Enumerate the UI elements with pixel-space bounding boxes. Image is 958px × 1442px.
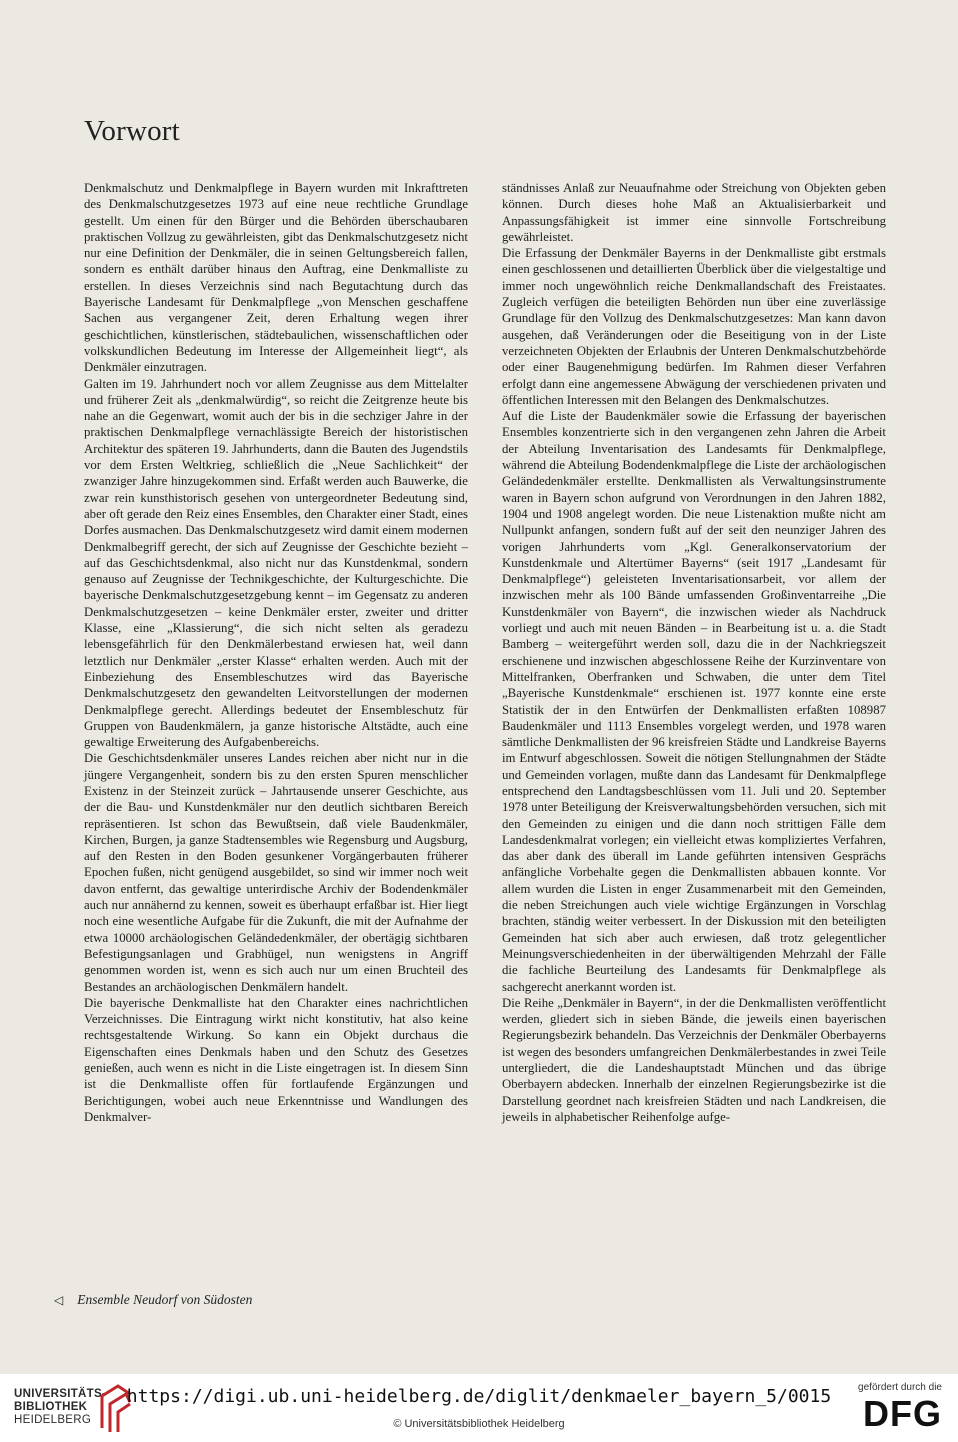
- paragraph: Auf die Liste der Baudenkmäler sowie die Erfassung der bayerischen Ensembles konzentrierte sich in den vergangenen zehn Jahren die Arbeit der Abteilung Inventarisation des Landesamts für Denkmalpflege, während die Abteilung Bodendenkmalpflege die Liste der archäologischen Geländedenkmäler erstellte. Denkmallisten als Verwaltungsinstrumente waren in Bayern schon aufgrund von Verordnungen in den Jahren 1882, 1904 und 1908 angelegt worden. Die neue Listenaktion mußte nicht am Nullpunkt anfangen, sondern fußt auf der seit den neunziger Jahren des vorigen Jahrhunderts vom „Kgl. Generalkonservatorium der Kunstdenkmale und Altertümer Bayerns“ (seit 1917 „Landesamt für Denkmalpflege“) geleisteten Inventarisationsarbeit, vor allem der inzwischen mehr als 100 Bände umfassenden Großinventarreihe „Die Kunstdenkmäler von Bayern“, die inzwischen wieder als Nachdruck vorliegt und auch mit neuen Bänden – in Bearbeitung ist u. a. die Stadt Bamberg – weitergeführt werden soll, dazu die in der Nachkriegszeit erschienene und inzwischen abgeschlossene Reihe der Kurzinventare von Mittelfranken, Oberfranken und Schwaben, die unter dem Titel „Bayerische Kunstdenkmale“ erschienen ist. 1977 konnte eine erste Statistik der in den Entwürfen der Denkmallisten erfaßten 108987 Baudenkmäler und 1113 Ensembles vorgelegt werden, und 1978 waren sämtliche Denkmallisten der 96 kreisfreien Städte und Landkreise Bayerns im Entwurf abgeschlossen. Soweit die nötigen Stellungnahmen der Städte und Gemeinden vorlagen, mußte dann das Landesamt für Denkmalpflege entsprechend den Landtagsbeschlüssen vom 11. Juli und 20. September 1978 unter Beteiligung der Kreisverwaltungsbehörden versuchen, sich mit den Gemeinden zu einigen und die dann noch strittigen Fälle dem Landesdenkmalrat vorlegen; ein vielleicht etwas kompliziertes Verfahren, das aber dank des überall im Lande geführten intensiven Gesprächs anfängliche Vorbehalte gegen die Denkmallisten abbauen konnte. Vor allem wurden die Listen in enger Zusammenarbeit mit den Gemeinden, die neben Streichungen auch viele wichtige Ergänzungen in Vorschlag brachten, ständig weiter verbessert. In der Diskussion mit den beteiligten Gemeinden hat sich aber auch erwiesen, daß trotz gelegentlicher Meinungsverschiedenheiten in der überwältigenden Mehrzahl der Fälle die fachliche Beurteilung des Landesamts für Denkmalpflege als sachgerecht anerkannt worden ist.: [502, 409, 886, 994]
- logo-line: UNIVERSITÄTS-: [14, 1388, 107, 1400]
- logo-line: BIBLIOTHEK: [14, 1401, 88, 1413]
- text-column-left: [84, 180, 468, 1125]
- paragraph: Die Erfassung der Denkmäler Bayerns in der Denkmalliste gibt erstmals einen geschlossenen und detaillierten Überblick über die vielgestaltige und immer noch ungewöhnlich reiche Denkmallandschaft des Freistaates. Zugleich verfügen die beteiligten Behörden nun über eine zuverlässige Grundlage für den Vollzug des Denkmalschutzgesetzes: Man kann davon ausgehen, daß Veränderungen oder die Beseitigung von in der Liste verzeichneten Objekten der Erlaubnis der Unteren Denkmalschutzbehörde oder einer Baugenehmigung bedürfen. Im Rahmen dieser Verfahren erfolgt dann eine angemessene Abwägung der verschiedenen privaten und öffentlichen Interessen mit den Belangen des Denkmalschutzes.: [502, 246, 886, 407]
- left-triangle-icon: ◁: [54, 1293, 64, 1307]
- figure-caption: [54, 1292, 252, 1308]
- footer-bar: [0, 1374, 958, 1442]
- copyright-text: © Universitätsbibliothek Heidelberg: [393, 1418, 565, 1430]
- caption-text: Ensemble Neudorf von Südosten: [77, 1292, 253, 1307]
- paragraph: Galten im 19. Jahrhundert noch vor allem Zeugnisse aus dem Mittelalter und früherer Zeit als „denkmalwürdig“, so reicht die Zeitgrenze heute bis nahe an die Gegenwart, womit auch der bis in die sechziger Jahre in der praktischen Denkmalpflege vernachlässigte Bereich der historistischen Architektur des späteren 19. Jahrhunderts, dann die Bauten des Jugendstils vor dem Ersten Weltkrieg, schließlich die „Neue Sachlichkeit“ der zwanziger Jahre hinzugekommen sind. Erfaßt werden auch Bauwerke, die zwar rein kunsthistorisch gesehen von untergeordneter Bedeutung sind, aber oft gerade den Reiz eines Ensembles, den Charakter einer Stadt, eines Dorfes ausmachen. Das Denkmalschutzgesetz wird damit einem modernen Denkmalbegriff gerecht, der sich auf Zeugnisse der Geschichte bezieht – auf das Geschichtsdenkmal, also nicht nur das Kunstdenkmal, sondern genauso auf Zeugnisse der Technikgeschichte, der Kulturgeschichte. Die bayerische Denkmalschutzgesetzgebung kennt – im Gegensatz zu anderen Denkmalschutzgesetzen – keine Denkmäler erster, zweiter und dritter Klasse, eine „Klassierung“, die sich nicht selten als geradezu lebensgefährlich für den Denkmälerbestand erwiesen hat, weil dann letztlich nur Denkmäler „erster Klasse“ erhalten werden. Auch mit der Einbeziehung des Ensembleschutzes wird das Bayerische Denkmalschutzgesetz den gewandelten Leitvorstellungen der modernen Denkmalpflege gerecht. Allerdings bedeutet der Ensembleschutz für Gruppen von Baudenkmälern, ja ganze historische Altstädte, auch eine gewaltige Erweiterung des Aufgabenbereichs.: [84, 376, 468, 750]
- paragraph: ständnisses Anlaß zur Neuaufnahme oder Streichung von Objekten geben können. Durch dieses hohe Maß an Aktualisierbarkeit und Anpassungsfähigkeit ist immer eine sinnvolle Fortschreibung gewährleistet.: [502, 181, 886, 244]
- paragraph: Denkmalschutz und Denkmalpflege in Bayern wurden mit Inkrafttreten des Denkmalschutzgesetzes 1973 auf eine neue rechtliche Grundlage gestellt. Um einen für den Bürger und die Behörden überschaubaren praktischen Vollzug zu gewährleisten, gibt das Denkmalschutzgesetz nicht nur eine Definition der Denkmäler, die in seinen Geltungsbereich fallen, sondern es enthält darüber hinaus den Auftrag, eine Denkmalliste zu erstellen. In dieses Verzeichnis sind nach Begutachtung durch das Bayerische Landesamt für Denkmalpflege „von Menschen geschaffene Sachen aus vergangener Zeit, deren Erhaltung wegen ihrer geschichtlichen, künstlerischen, städtebaulichen, wissenschaftlichen oder volkskundlichen Bedeutung im Interesse der Allgemeinheit liegt“, als Denkmäler einzutragen.: [84, 181, 468, 375]
- dfg-logo-text: DFG: [863, 1393, 942, 1434]
- logo-line: HEIDELBERG: [14, 1414, 92, 1426]
- dfg-funding-logo[interactable]: [858, 1382, 942, 1433]
- paragraph: Die bayerische Denkmalliste hat den Charakter eines nachrichtlichen Verzeichnisses. Die Eintragung wirkt nicht konstitutiv, hat also keine rechtsgestaltende Wirkung. So kann ein Objekt durchaus die Eigenschaften eines Denkmals haben und den Schutz des Gesetzes genießen, auch wenn es nicht in die Liste eingetragen ist. In diesem Sinn ist die Denkmalliste offen für fortlaufende Ergänzungen und Berichtigungen, wobei auch neue Erkenntnisse und Wandlungen des Denkmalver-: [84, 995, 468, 1124]
- document-url-link[interactable]: https://digi.ub.uni-heidelberg.de/diglit/denkmaeler_bayern_5/0015: [126, 1386, 832, 1407]
- page-title: Vorwort: [84, 115, 180, 148]
- paragraph: Die Reihe „Denkmäler in Bayern“, in der die Denkmallisten veröffentlicht werden, gliedert sich in sieben Bände, die jeweils einen bayerischen Regierungsbezirk behandeln. Das Verzeichnis der Denkmäler Oberbayerns ist wegen des besonders umfangreichen Denkmälerbestandes in zwei Teile untergliedert, die die Landeshauptstadt München und das übrige Oberbayern abdecken. Innerhalb der einzelnen Regierungsbezirke ist die Darstellung geordnet nach kreisfreien Städten und nach Landkreisen, die jeweils in alphabetischer Reihenfolge aufge-: [502, 995, 886, 1124]
- paragraph: Die Geschichtsdenkmäler unseres Landes reichen aber nicht nur in die jüngere Vergangenheit, sondern bis zu den ersten Spuren menschlicher Existenz in der Steinzeit zurück – Jahrtausende unserer Geschichte, aus der die Bau- und Kunstdenkmäler nur den deutlich sichtbaren Bereich repräsentieren. Ist schon das Bewußtsein, daß viele Baudenkmäler, Kirchen, Burgen, ja ganze Stadtensembles wie Regensburg und Augsburg, auf den Resten in den Boden gesunkener Vorgängerbauten früherer Epochen fußen, nicht genügend ausgebildet, so sind wir immer noch weit davon entfernt, das gewaltige unterirdische Archiv der Bodendenkmäler auch nur annähernd zu kennen, soweit es überhaupt erfaßbar ist. Hier liegt noch eine wesentliche Aufgabe für die Zukunft, die mit der Aufnahme der etwa 10000 archäologischen Geländedenkmäler, der obertägig sichtbaren Befestigungsanlagen und Grabhügel, nun wenigstens in Angriff genommen worden ist, wenn es sich auch nur um einen Bruchteil des Bestandes an archäologischen Denkmälern handelt.: [84, 751, 468, 994]
- text-column-right: [502, 180, 886, 1125]
- funding-label: gefördert durch die: [858, 1382, 942, 1393]
